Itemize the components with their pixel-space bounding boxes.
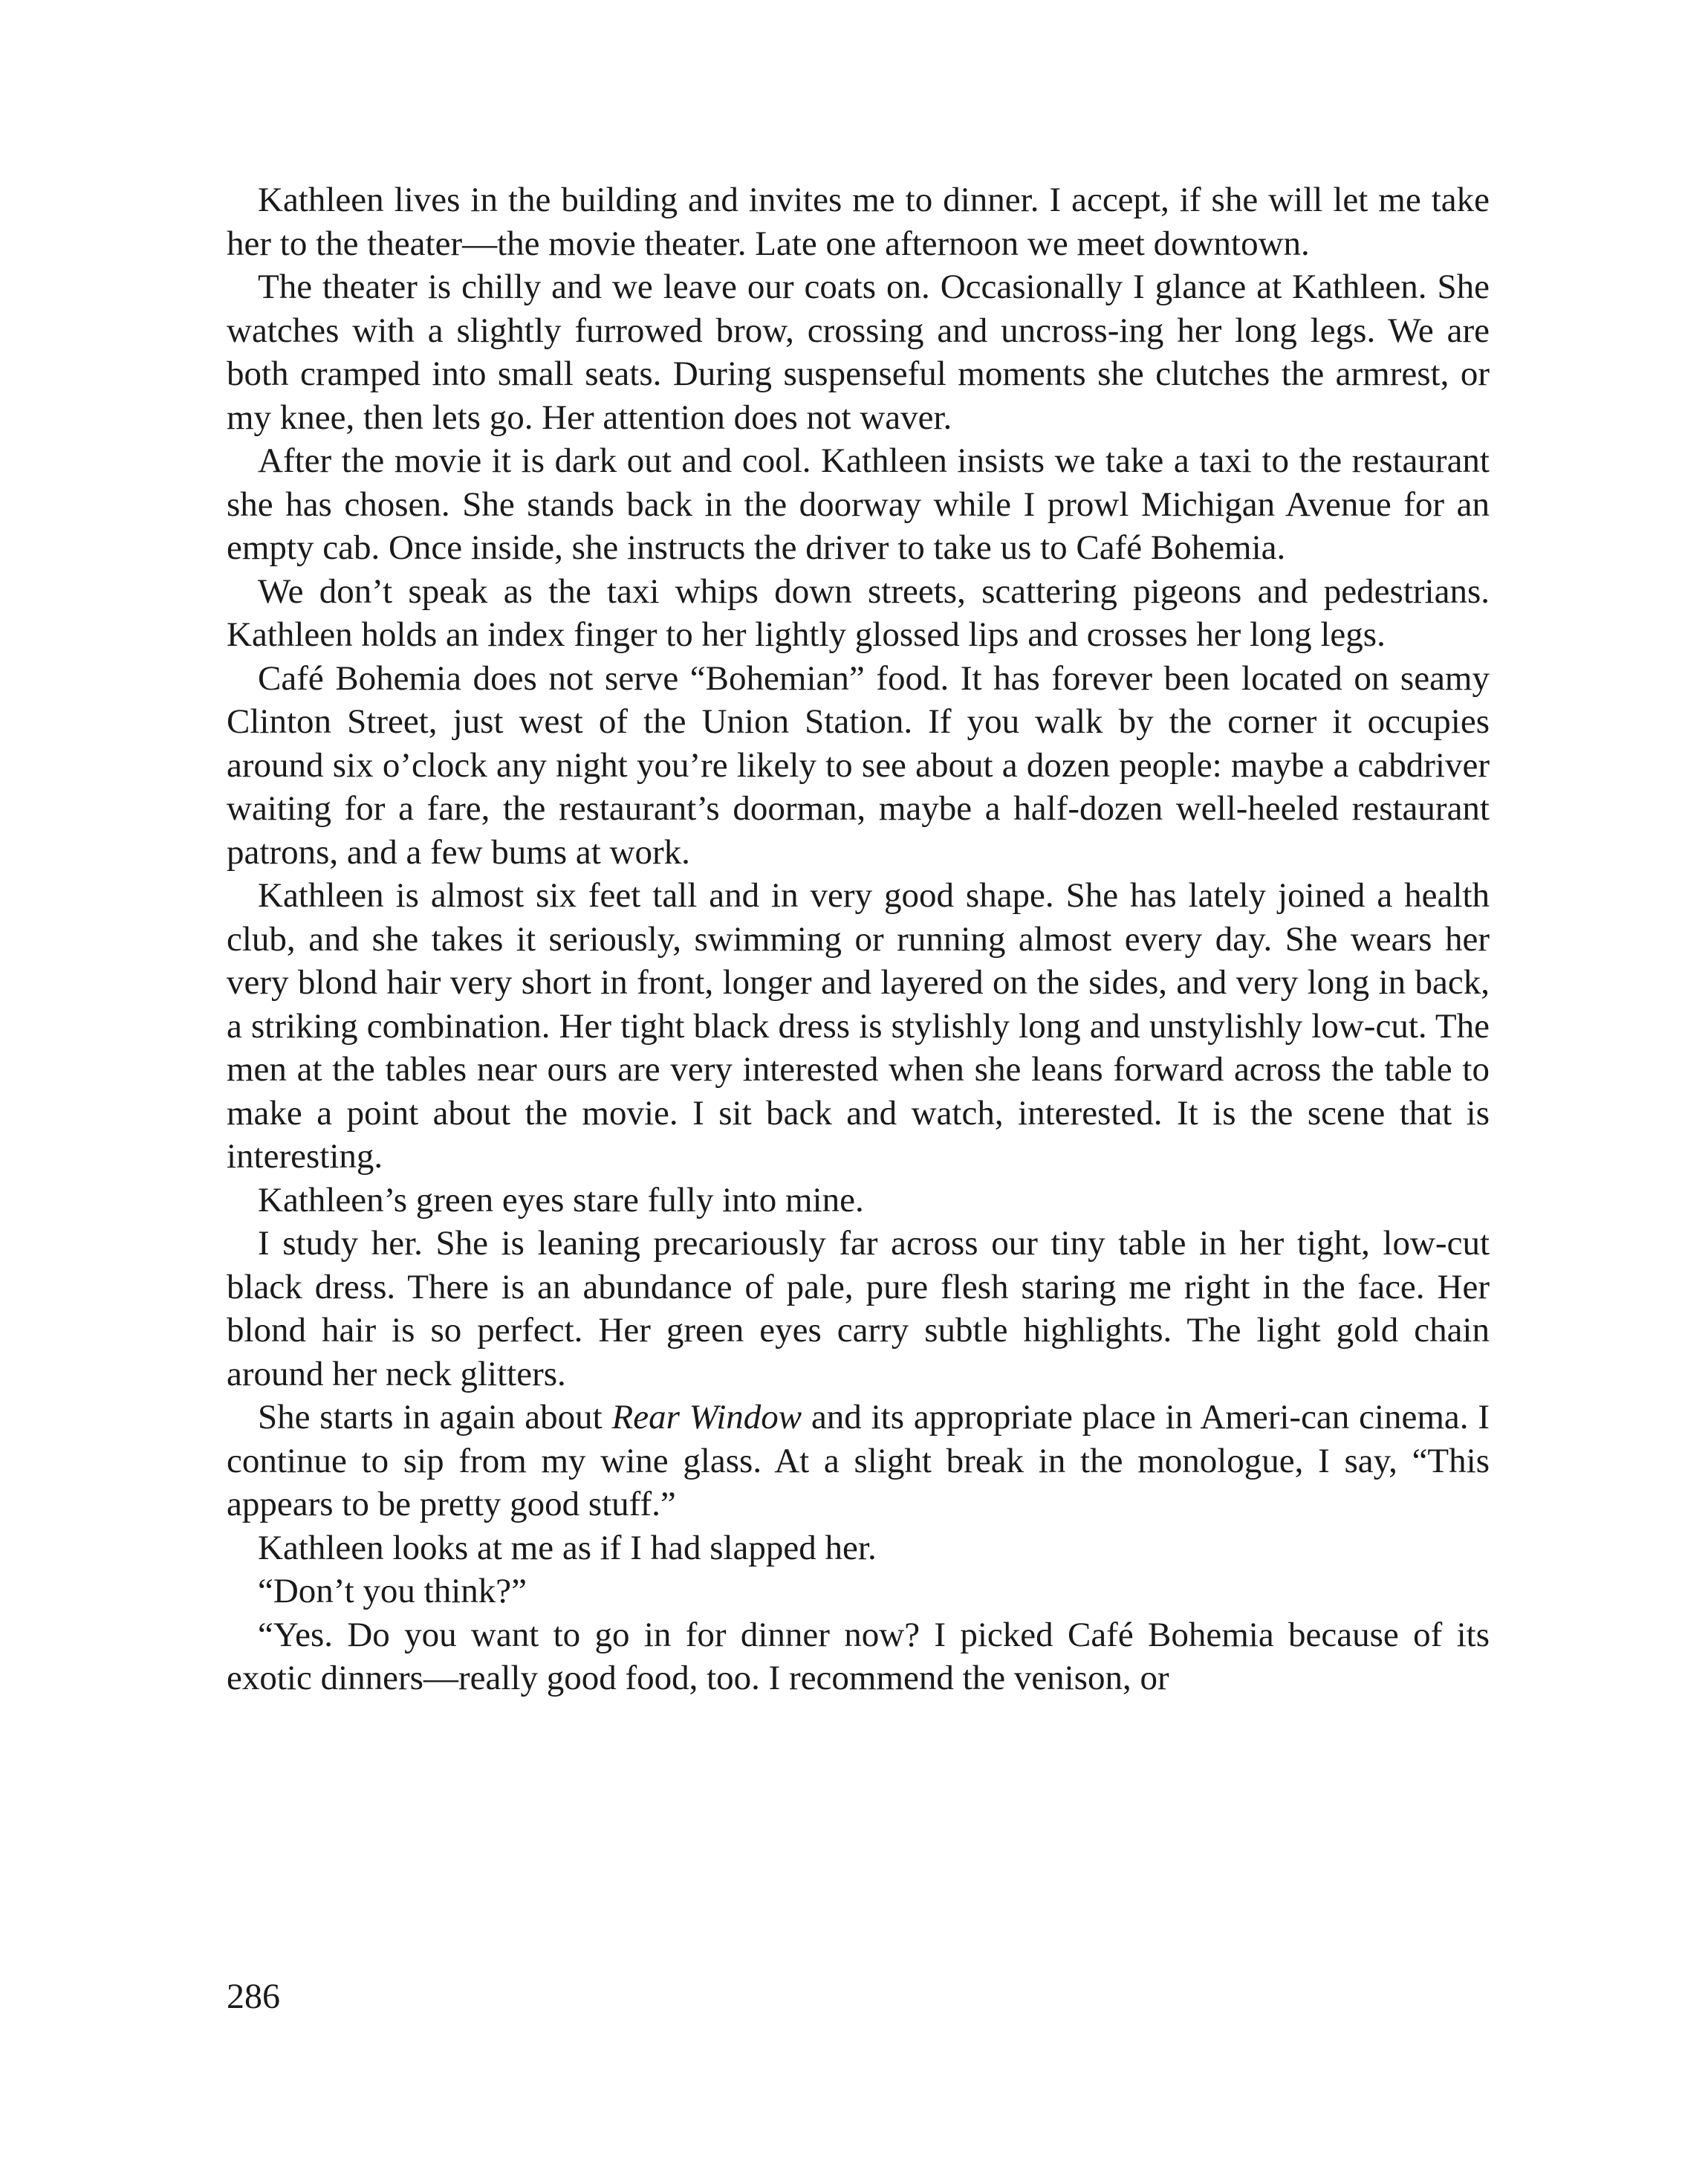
paragraph-2: The theater is chilly and we leave our coats on. Occasionally I glance at Kathleen. She watches with a slightly furrowed brow, crossing and uncross-ing her long legs. We are both cramped into small seats. During suspenseful moments she clutches the armrest, or my knee, then lets go. Her attention does not waver. <box>227 268 1490 437</box>
paragraph-1: Kathleen lives in the building and invites me to dinner. I accept, if she will let me take her to the theater—the movie theater. Late one afternoon we meet downtown. <box>227 181 1490 263</box>
paragraph-11: “Don’t you think?” <box>258 1572 527 1610</box>
body-text <box>227 178 1490 1700</box>
paragraph-12: “Yes. Do you want to go in for dinner now? I picked Café Bohemia because of its exotic dinners—really good food, too. I recommend the venison, or <box>227 1615 1490 1697</box>
paragraph-8: I study her. She is leaning precariously far across our tiny table in her tight, low-cut black dress. There is an abundance of pale, pure flesh staring me right in the face. Her blond hair is so perfect. Her green eyes carry subtle highlights. The light gold chain around her neck glitters. <box>227 1224 1490 1393</box>
paragraph-5: Café Bohemia does not serve “Bohemian” food. It has forever been located on seamy Clinton Street, just west of the Union Station. If you walk by the corner it occupies around six o’clock any night you’re likely to see about a dozen people: maybe a cabdriver waiting for a fare, the restaurant’s doorman, maybe a half-dozen well-heeled restaurant patrons, and a few bums at work. <box>227 658 1490 872</box>
paragraph-4: We don’t speak as the taxi whips down streets, scattering pigeons and pedestrians. Kathleen holds an index finger to her lightly glossed lips and crosses her long legs. <box>227 571 1490 654</box>
paragraph-6: Kathleen is almost six feet tall and in very good shape. She has lately joined a health club, and she takes it seriously, swimming or running almost every day. She wears her very blond hair very short in front, longer and layered on the sides, and very long in back, a striking combination. Her tight black dress is stylishly long and unstylishly low-cut. The men at the tables near ours are very interested when she leans forward across the table to make a point about the movie. I sit back and watch, interested. It is the scene that is interesting. <box>227 876 1490 1176</box>
page-number: 286 <box>227 1977 280 2016</box>
paragraph-10: Kathleen looks at me as if I had slapped her. <box>258 1528 877 1567</box>
paragraph-9-after: and its appropriate place in Ameri-can cinema. I continue to sip from my wine glass. At a slight break in the monologue, I say, “This appears to be pretty good stuff.” <box>227 1398 1490 1523</box>
paragraph-7: Kathleen’s green eyes stare fully into mine. <box>258 1180 864 1219</box>
paragraph-9 <box>227 1396 1490 1526</box>
paragraph-3: After the movie it is dark out and cool. Kathleen insists we take a taxi to the restaurant she has chosen. She stands back in the doorway while I prowl Michigan Avenue for an empty cab. Once inside, she instructs the driver to take us to Café Bohemia. <box>227 441 1490 567</box>
paragraph-9-before: She starts in again about <box>258 1398 612 1436</box>
film-title: Rear Window <box>611 1398 802 1436</box>
